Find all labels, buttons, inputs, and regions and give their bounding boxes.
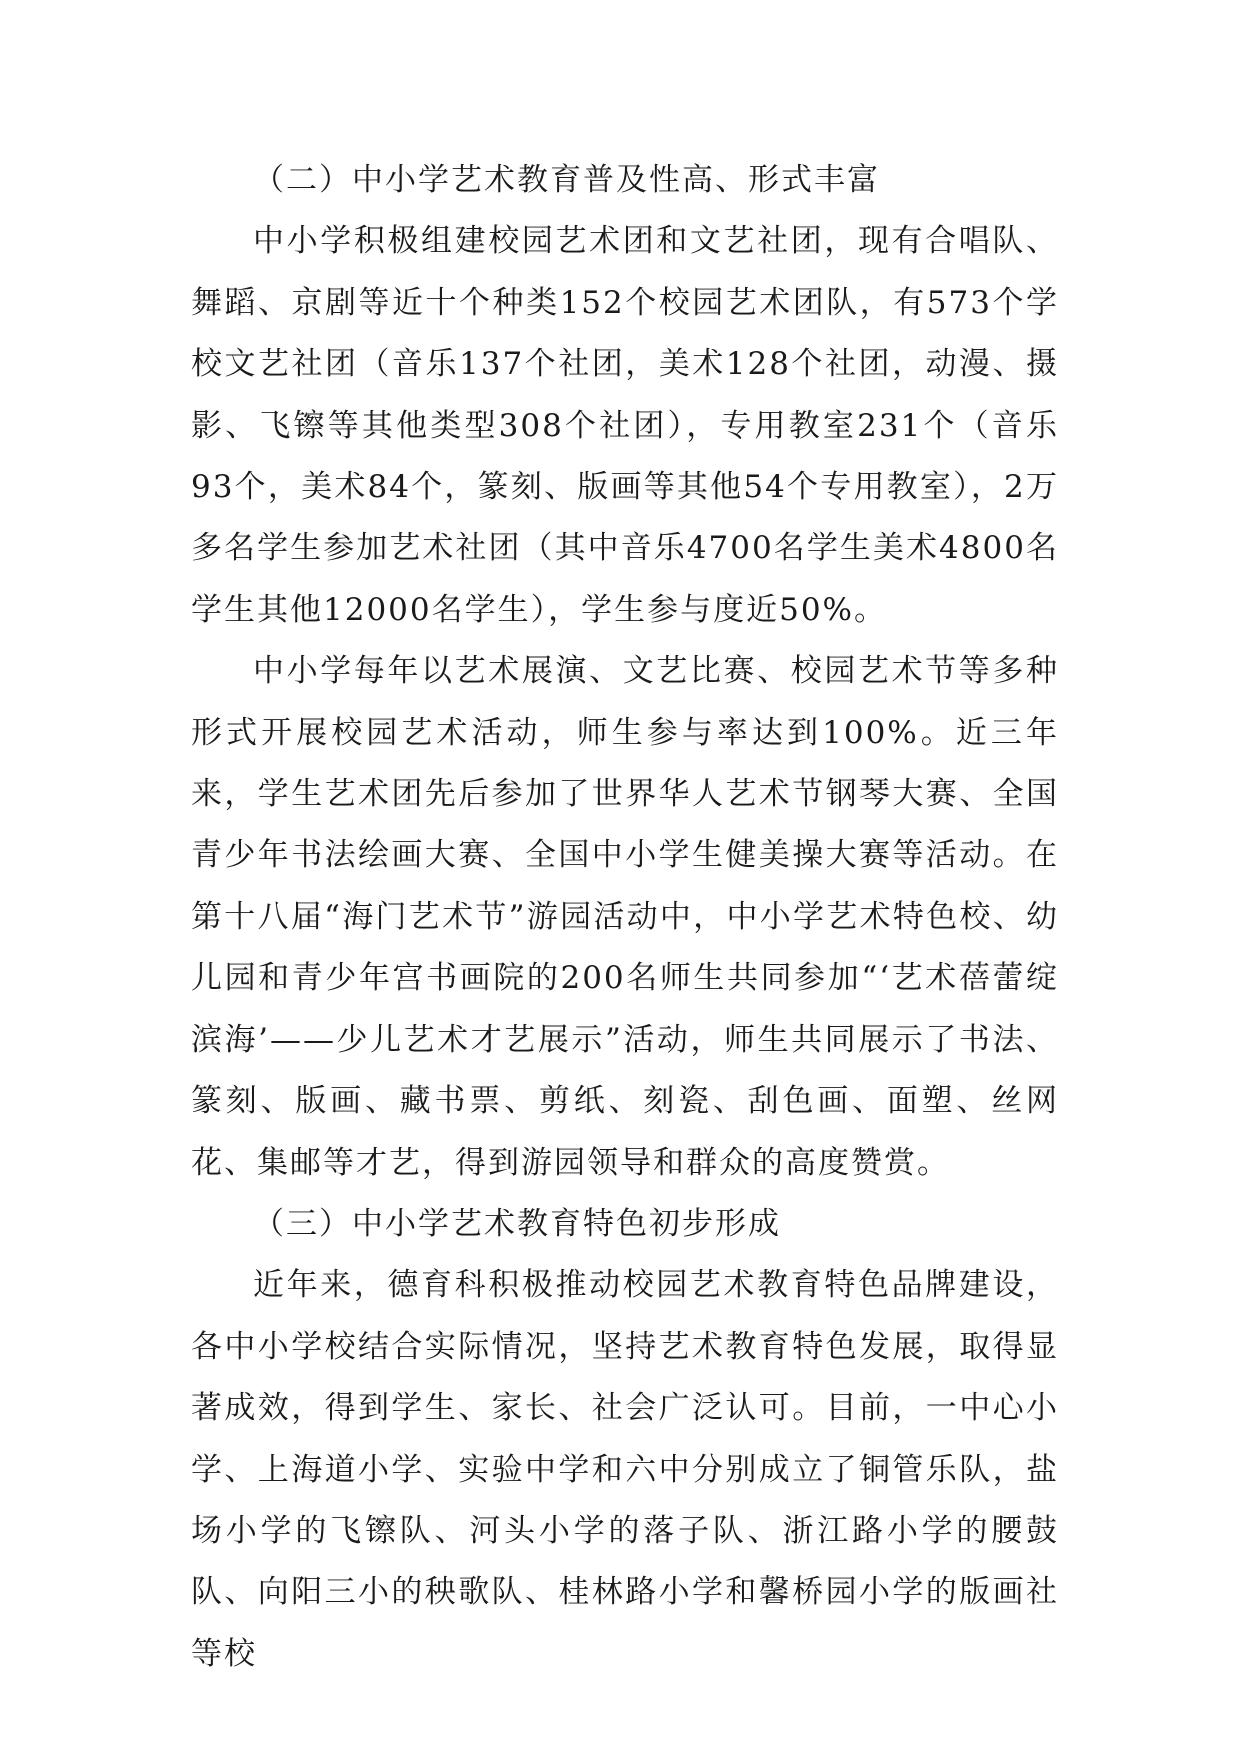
- document-body: [191, 150, 1059, 1685]
- section-3-heading: （三）中小学艺术教育特色初步形成: [253, 1205, 781, 1242]
- paragraph-art-groups: 中小学积极组建校园艺术团和文艺社团，现有合唱队、舞蹈、京剧等近十个种类152个校园艺术团队，有573个学校文艺社团（音乐137个社团，美术128个社团，动漫、摄影、飞镲等其他类型308个社团），专用教室231个（音乐93个，美术84个，篆刻、版画等其他54个专用教室），2万多名学生参加艺术社团（其中音乐4700名学生美术4800名学生其他12000名学生），学生参与度近50%。: [191, 223, 1059, 628]
- section-2-heading: （二）中小学艺术教育普及性高、形式丰富: [253, 162, 880, 198]
- paragraph-art-features: 近年来，德育科积极推动校园艺术教育特色品牌建设，各中小学校结合实际情况，坚持艺术教育特色发展，取得显著成效，得到学生、家长、社会广泛认可。目前，一中心小学、上海道小学、实验中学和六中分别成立了铜管乐队，盐场小学的飞镲队、河头小学的落子队、浙江路小学的腰鼓队、向阳三小的秧歌队、桂林路小学和馨桥园小学的版画社等校: [191, 1267, 1059, 1672]
- paragraph-art-activities: 中小学每年以艺术展演、文艺比赛、校园艺术节等多种形式开展校园艺术活动，师生参与率达到100%。近三年来，学生艺术团先后参加了世界华人艺术节钢琴大赛、全国青少年书法绘画大赛、全国中小学生健美操大赛等活动。在第十八届“海门艺术节”游园活动中，中小学艺术特色校、幼儿园和青少年宫书画院的200名师生共同参加“‘艺术蓓蕾绽滨海’——少儿艺术才艺展示”活动，师生共同展示了书法、篆刻、版画、藏书票、剪纸、刻瓷、刮色画、面塑、丝网花、集邮等才艺，得到游园领导和群众的高度赞赏。: [191, 653, 1059, 1181]
